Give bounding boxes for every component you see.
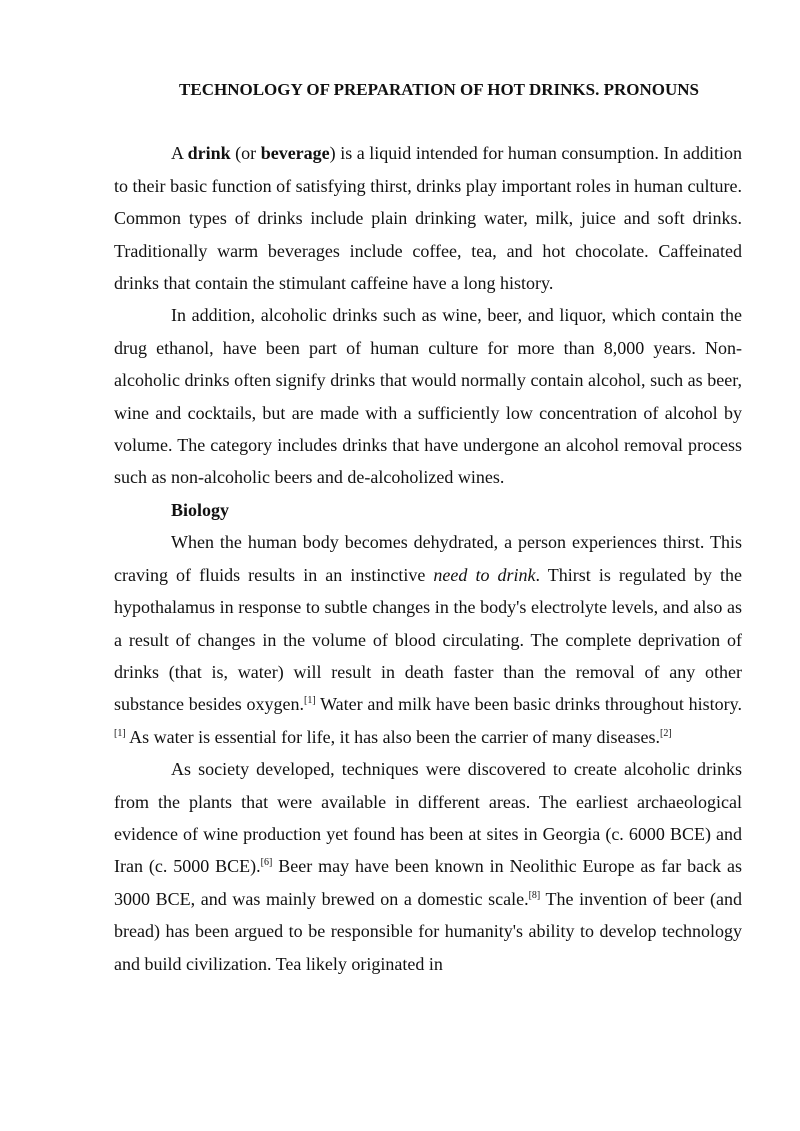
document-title: TECHNOLOGY OF PREPARATION OF HOT DRINKS. PRONOUNS	[179, 80, 699, 99]
footnote-ref[interactable]: [2]	[660, 727, 672, 739]
emphasis-need-to-drink: need to drink	[433, 564, 536, 585]
paragraph-history	[114, 753, 742, 980]
paragraph-alcoholic-drinks: In addition, alcoholic drinks such as wine, beer, and liquor, which contain the drug ethanol, have been part of human culture for more than 8,000 years. Non-alcoholic drinks often signify drinks that would normally contain alcohol, such as beer, wine and cocktails, but are made with a sufficiently low concentration of alcohol by volume. The category includes drinks that have undergone an alcohol removal process such as non-alcoholic beers and de-alcoholized wines.	[114, 305, 742, 488]
p3-text-d: As water is essential for life, it has also been the carrier of many diseases.	[125, 726, 660, 747]
p3-text-c: Water and milk have been basic drinks throughout history.	[315, 694, 742, 715]
p4-text-c: The invention of beer (and bread) has been argued to be responsible for humanity's ability to develop technology and build civilization. Tea likely originated in	[114, 888, 742, 974]
footnote-ref[interactable]: [8]	[528, 889, 541, 901]
p4-text-a: As society developed, techniques were discovered to create alcoholic drinks from the plants that were available in different areas. The earliest archaeological evidence of wine production yet found has been at sites in Georgia (c. 6000 BCE) and Iran (c. 5000 BCE).	[114, 759, 742, 877]
term-beverage: beverage	[260, 143, 330, 164]
p3-text-b: . Thirst is regulated by the hypothalamus in response to subtle changes in the body's electrolyte levels, and also as a result of changes in the volume of blood circulating. The complete deprivation of drinks (that is, water) will result in death faster than the removal of any other substance besides oxygen.	[114, 564, 742, 715]
footnote-ref[interactable]: [6]	[260, 857, 273, 869]
footnote-ref[interactable]: [1]	[114, 727, 126, 739]
section-heading-biology: Biology	[171, 499, 230, 520]
p4-text-b: Beer may have been known in Neolithic Europe as far back as 3000 BCE, and was mainly brewed on a domestic scale.	[114, 856, 742, 909]
term-drink: drink	[187, 143, 231, 164]
p1-text-b: (or	[230, 143, 261, 164]
footnote-ref[interactable]: [1]	[303, 695, 316, 707]
paragraph-biology	[114, 526, 742, 753]
paragraph-drink-definition	[114, 137, 742, 299]
p3-text-a: When the human body becomes dehydrated, a person experiences thirst. This craving of fluids results in an instinctive	[114, 532, 742, 585]
p1-text-a: A	[171, 143, 188, 164]
p1-text-c: ) is a liquid intended for human consumption. In addition to their basic function of satisfying thirst, drinks play important roles in human culture. Common types of drinks include plain drinking water, milk, juice and soft drinks. Traditionally warm beverages include coffee, tea, and hot chocolate. Caffeinated drinks that contain the stimulant caffeine have a long history.	[114, 143, 743, 294]
